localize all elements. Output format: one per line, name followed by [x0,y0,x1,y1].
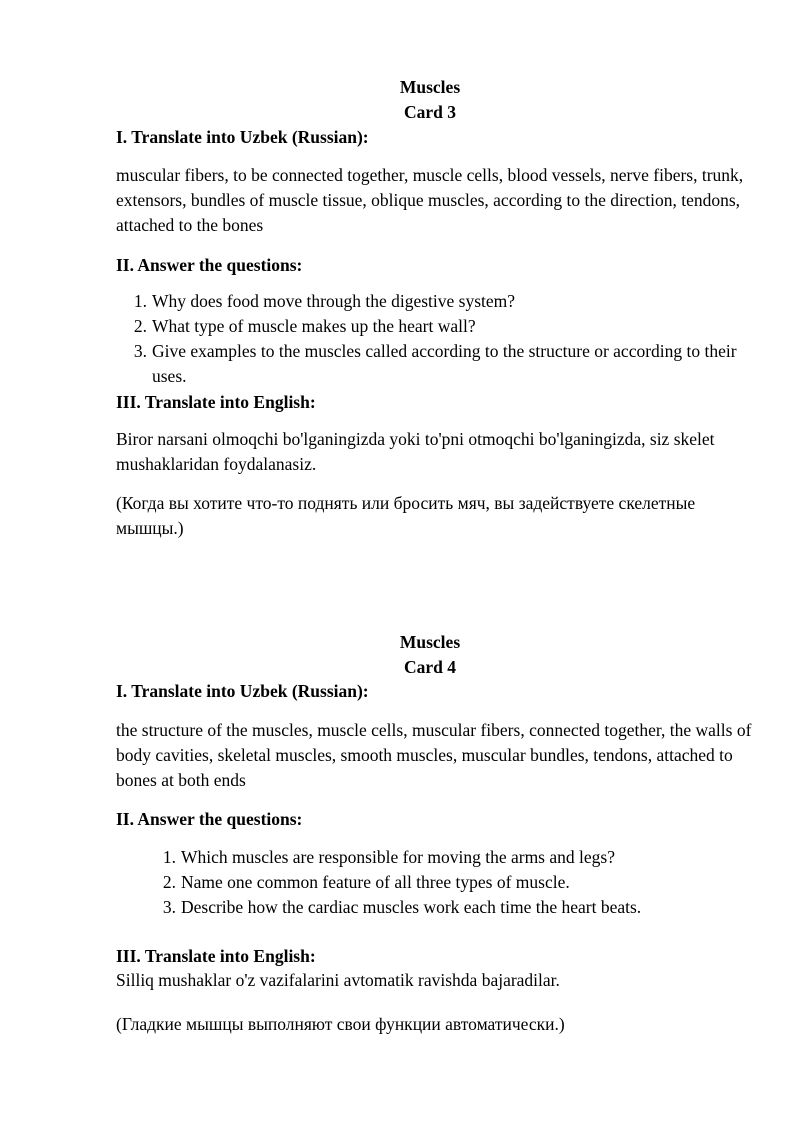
list-item-text: Why does food move through the digestive system? [152,291,516,311]
list-item-number: 1. [133,291,147,311]
questions-list [116,289,756,389]
vocabulary-paragraph: muscular fibers, to be connected together, muscle cells, blood vessels, nerve fibers, trunk, extensors, bundles of muscle tissue, oblique muscles, according to the direction, tendons, attached to the bones [116,165,744,235]
list-item-text: Give examples to the muscles called according to the structure or according to their uses. [152,341,737,386]
card-title: Muscles [399,632,461,652]
list-item-text: Which muscles are responsible for moving the arms and legs? [181,847,615,867]
card-label: Card 3 [403,102,456,122]
list-item-number: 3. [133,341,147,361]
questions-list [140,845,760,920]
list-item [116,339,756,389]
card-label: Card 4 [403,657,456,677]
list-item-text: Name one common feature of all three types of muscle. [181,872,570,892]
list-item-number: 2. [133,316,147,336]
list-item [116,314,756,339]
vocabulary-paragraph: the structure of the muscles, muscle cells, muscular fibers, connected together, the walls of body cavities, skeletal muscles, smooth muscles, muscular bundles, tendons, attached to bones at both ends [116,720,752,790]
uzbek-sentence: Biror narsani olmoqchi bo'lganingizda yoki to'pni otmoqchi bo'lganingizda, siz skelet mushaklaridan foydalanasiz. [116,429,715,474]
list-item-text: Describe how the cardiac muscles work each time the heart beats. [181,897,642,917]
list-item [140,895,760,920]
section-heading-translate-uzbek: I. Translate into Uzbek (Russian): [116,127,369,147]
russian-sentence: (Гладкие мышцы выполняют свои функции автоматически.) [116,1014,565,1034]
card-title: Muscles [399,77,461,97]
list-item [140,870,760,895]
section-heading-answer-questions: II. Answer the questions: [116,255,303,275]
list-item [116,289,756,314]
list-item-number: 2. [162,872,176,892]
section-heading-translate-english: III. Translate into English: [116,946,316,966]
list-item-number: 1. [162,847,176,867]
uzbek-sentence: Silliq mushaklar o'z vazifalarini avtomatik ravishda bajaradilar. [116,970,560,990]
section-heading-answer-questions: II. Answer the questions: [116,809,303,829]
russian-sentence: (Когда вы хотите что-то поднять или бросить мяч, вы задействуете скелетные мышцы.) [116,493,696,538]
list-item [140,845,760,870]
section-heading-translate-english: III. Translate into English: [116,392,316,412]
list-item-text: What type of muscle makes up the heart wall? [152,316,476,336]
section-heading-translate-uzbek: I. Translate into Uzbek (Russian): [116,681,369,701]
list-item-number: 3. [162,897,176,917]
